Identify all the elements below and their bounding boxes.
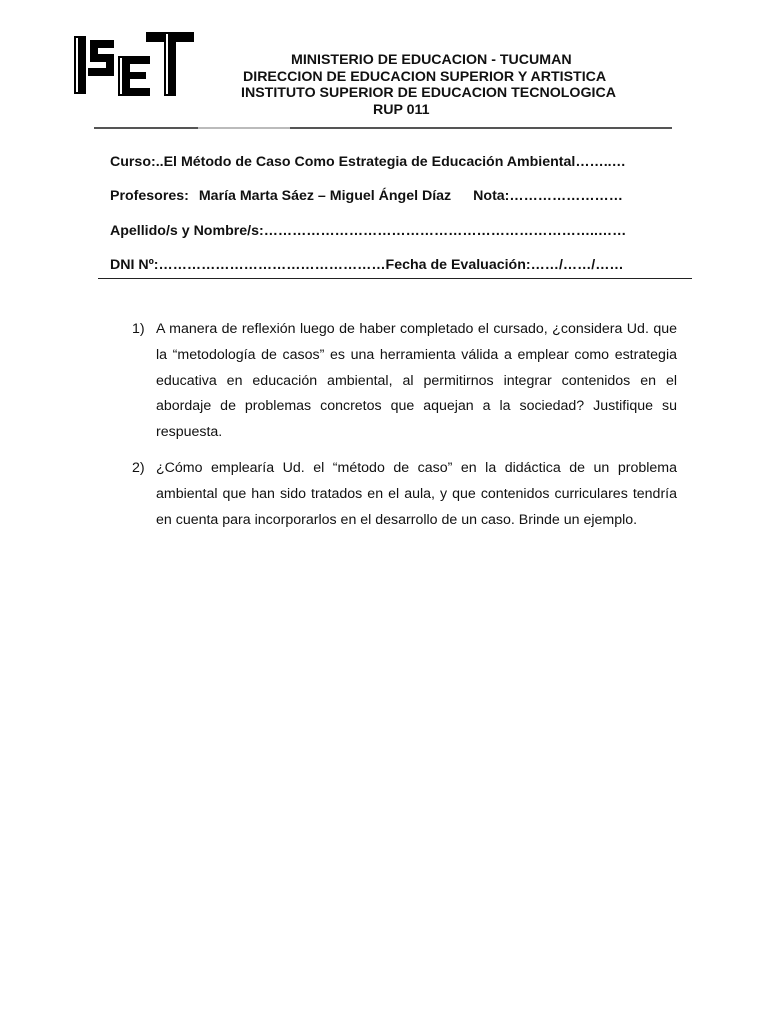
student-name-field: Apellido/s y Nombre/s:……………………………………………………………..……: [110, 223, 627, 239]
grade-field: Nota:……………………: [473, 188, 623, 204]
header-rup: RUP 011: [373, 101, 430, 118]
header-institute: INSTITUTO SUPERIOR DE EDUCACION TECNOLOGICA: [241, 85, 616, 101]
questions-list: [132, 317, 677, 543]
header-direction: DIRECCION DE EDUCACION SUPERIOR Y ARTISTICA: [243, 68, 607, 85]
question-item: [132, 456, 677, 533]
course-field: Curso:..El Método de Caso Como Estrategia de Educación Ambiental……..…: [110, 154, 626, 170]
question-item: [132, 317, 677, 446]
header-divider: [94, 127, 672, 129]
professors-field: [110, 188, 623, 204]
fields-divider: [98, 278, 692, 279]
question-number: 1): [132, 321, 145, 337]
question-number: 2): [132, 459, 145, 476]
header-ministry: MINISTERIO DE EDUCACION - TUCUMAN: [291, 52, 572, 68]
question-text: ¿Cómo emplearía Ud. el “método de caso” en la didáctica de un problema ambiental que han sido tratados en el aula, y que contenidos curriculares tendría en cuenta para incorporarlos en el desarrollo de un caso. Brinde un ejemplo.: [156, 459, 677, 528]
dni-date-field: DNI Nº:…………………………………………Fecha de Evaluación:……/……/……: [110, 257, 624, 273]
professors-label: Profesores:: [110, 188, 189, 204]
institution-header: [238, 52, 658, 118]
iset-logo: [74, 32, 196, 98]
question-text: A manera de reflexión luego de haber completado el cursado, ¿considera Ud. que la “metodología de casos” es una herramienta válida a emplear como estrategia educativa en educación ambiental, al permitirnos integrar contenidos en el abordaje de problemas concretos que aquejan a la sociedad? Justifique su respuesta.: [156, 321, 677, 441]
professors-value: María Marta Sáez – Miguel Ángel Díaz: [198, 188, 452, 204]
